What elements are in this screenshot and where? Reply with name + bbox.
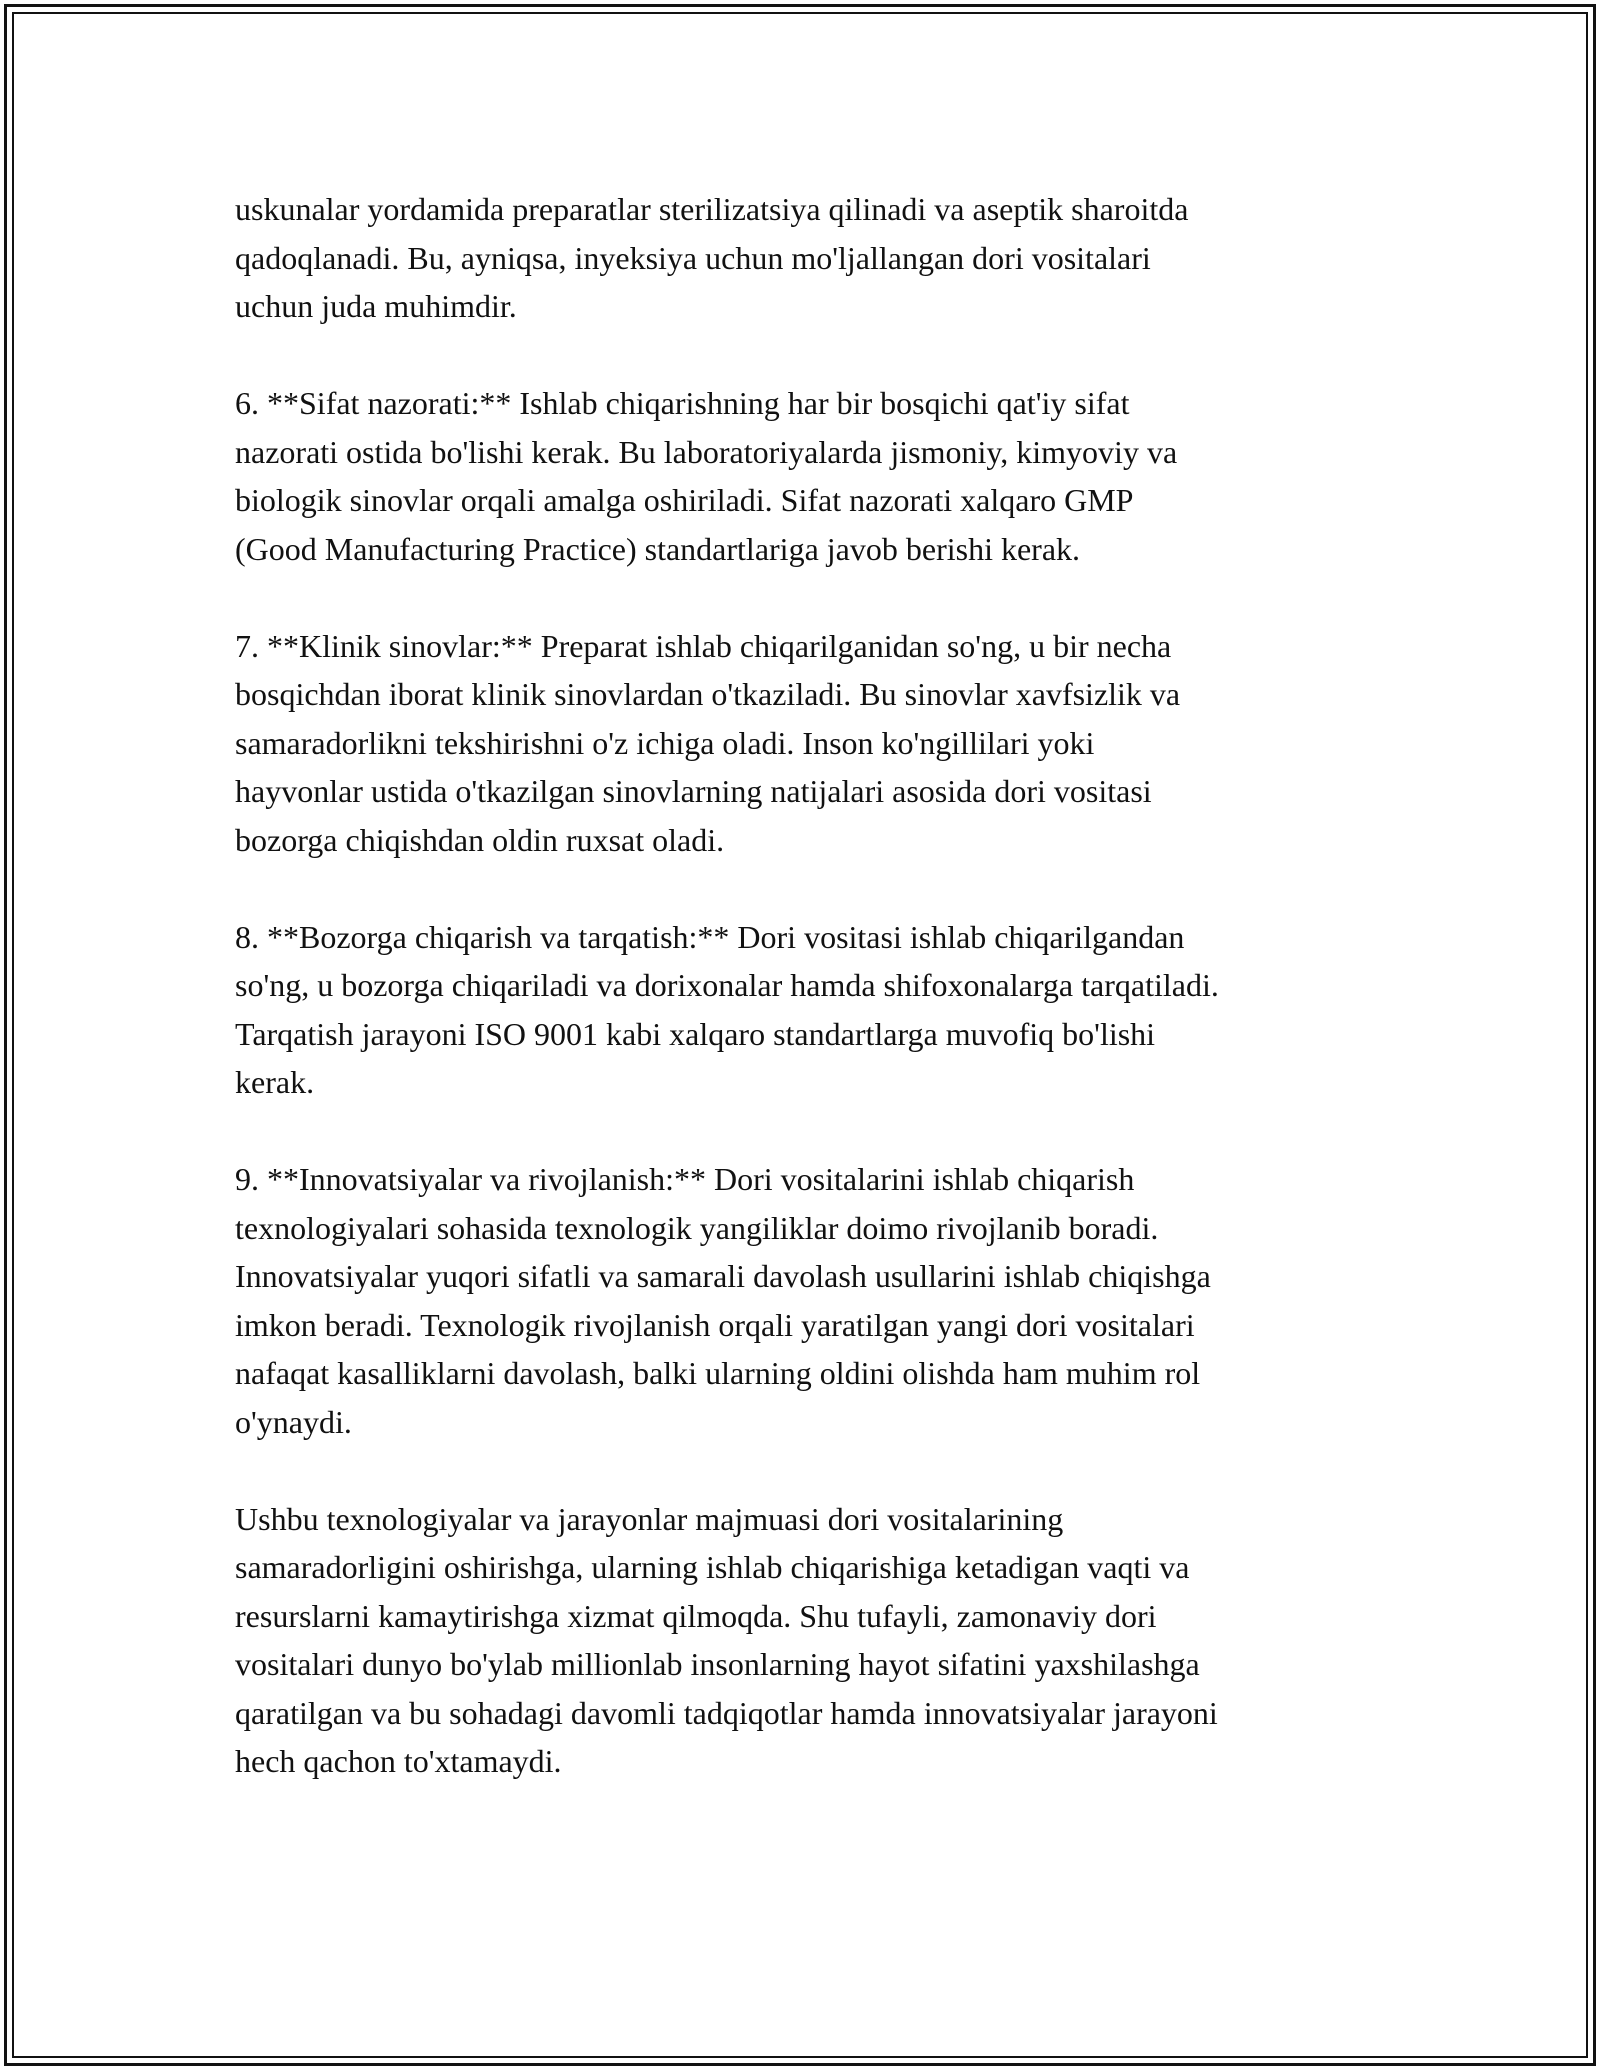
- paragraph-quality-control: 6. **Sifat nazorati:** Ishlab chiqarishning har bir bosqichi qat'iy sifat nazorati ostida bo'lishi kerak. Bu laboratoriyalarda jismoniy, kimyoviy va biologik sinovlar orqali amalga oshiriladi. Sifat nazorati xalqaro GMP (Good Manufacturing Practice) standartlariga javob berishi kerak.: [235, 385, 1178, 567]
- paragraph-innovation-development: 9. **Innovatsiyalar va rivojlanish:** Dori vositalarini ishlab chiqarish texnologiyalari sohasida texnologik yangiliklar doimo rivojlanib boradi. Innovatsiyalar yuqori sifatli va samarali davolash usullarini ishlab chiqishga imkon beradi. Texnologik rivojlanish orqali yaratilgan yangi dori vositalari nafaqat kasalliklarni davolash, balki ularning oldini olishda ham muhim rol o'ynaydi.: [235, 1161, 1211, 1440]
- paragraph-sterilization-continuation: uskunalar yordamida preparatlar sterilizatsiya qilinadi va aseptik sharoitda qadoqlanadi. Bu, ayniqsa, inyeksiya uchun mo'ljallangan dori vositalari uchun juda muhimdir.: [235, 191, 1189, 324]
- document-body: [235, 185, 1385, 1786]
- paragraph-clinical-trials: 7. **Klinik sinovlar:** Preparat ishlab chiqarilganidan so'ng, u bir necha bosqichdan iborat klinik sinovlardan o'tkaziladi. Bu sinovlar xavfsizlik va samaradorlikni tekshirishni o'z ichiga oladi. Inson ko'ngillilari yoki hayvonlar ustida o'tkazilgan sinovlarning natijalari asosida dori vositasi bozorga chiqishdan oldin ruxsat oladi.: [235, 627, 1181, 858]
- paragraph-conclusion: Ushbu texnologiyalar va jarayonlar majmuasi dori vositalarining samaradorligini oshirishga, ularning ishlab chiqarishiga ketadigan vaqti va resurslarni kamaytirishga xizmat qilmoqda. Shu tufayli, zamonaviy dori vositalari dunyo bo'ylab millionlab insonlarning hayot sifatini yaxshilashga qaratilgan va bu sohadagi davomli tadqiqotlar hamda innovatsiyalar jarayoni hech qachon to'xtamaydi.: [235, 1500, 1218, 1779]
- paragraph-market-distribution: 8. **Bozorga chiqarish va tarqatish:** Dori vositasi ishlab chiqarilgandan so'ng, u bozorga chiqariladi va dorixonalar hamda shifoxonalarga tarqatiladi. Tarqatish jarayoni ISO 9001 kabi xalqaro standartlarga muvofiq bo'lishi kerak.: [235, 918, 1219, 1100]
